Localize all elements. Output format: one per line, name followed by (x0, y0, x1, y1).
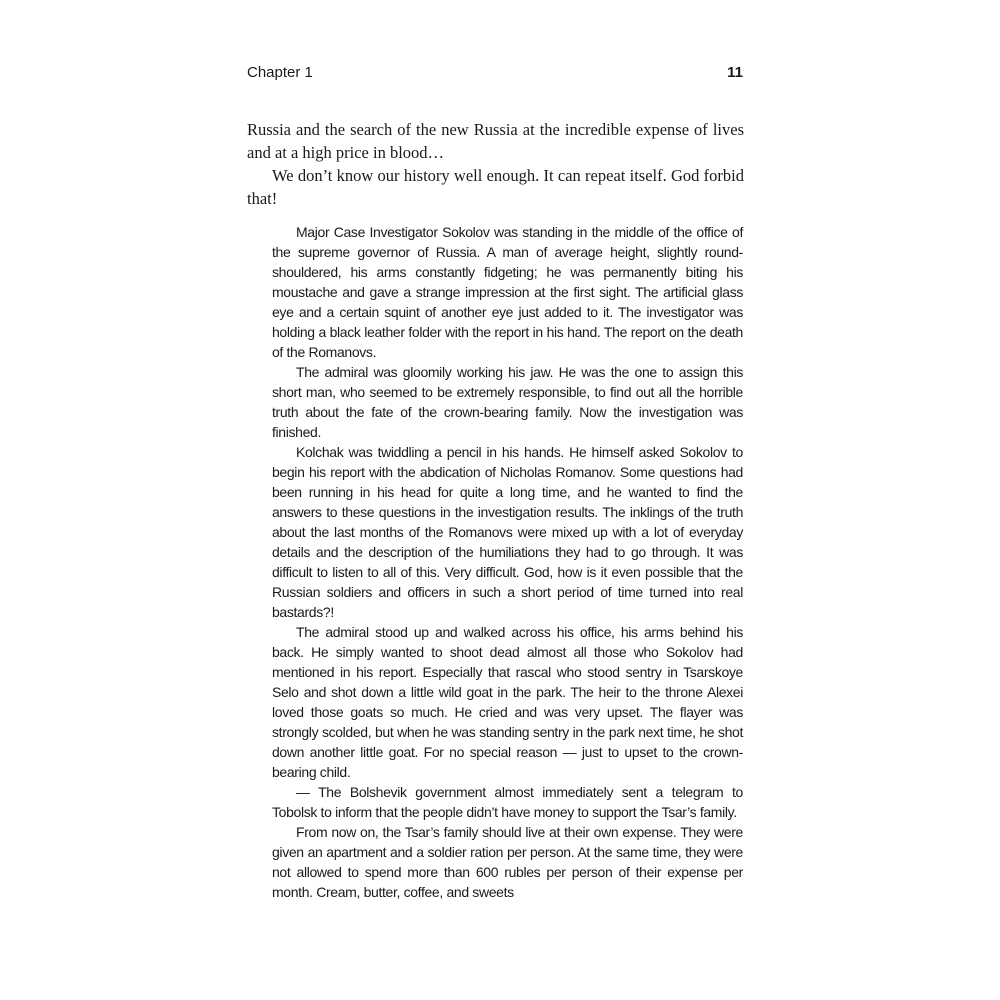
intro-text (247, 118, 744, 210)
body-paragraph: — The Bolshevik government almost immediately sent a telegram to Tobolsk to inform that the people didn’t have money to support the Tsar’s family. (272, 784, 743, 820)
page-number: 11 (727, 64, 743, 81)
body-paragraph: Kolchak was twiddling a pencil in his hands. He himself asked Sokolov to begin his report with the abdication of Nicholas Romanov. Some questions had been running in his head for quite a long time, and he wanted to find the answers to these questions in the investigation results. The inklings of the truth about the last months of the Romanovs were mixed up with a lot of everyday details and the description of the humiliations they had to go through. It was difficult to listen to all of this. Very difficult. God, how is it even possible that the Russian soldiers and officers in such a short period of time turned into real bastards?! (272, 444, 743, 620)
running-head: Chapter 1 (247, 64, 313, 81)
body-paragraph: Major Case Investigator Sokolov was standing in the middle of the office of the supreme governor of Russia. A man of average height, slightly round-shouldered, his arms constantly fidgeting; he was permanently biting his moustache and gave a strange impression at the first sight. The artificial glass eye and a certain squint of another eye just added to it. The investigator was holding a black leather folder with the report in his hand. The report on the death of the Romanovs. (272, 224, 743, 360)
intro-paragraph: We don’t know our history well enough. It can repeat itself. God forbid that! (247, 166, 744, 208)
body-text (272, 222, 743, 902)
intro-paragraph: Russia and the search of the new Russia at the incredible expense of lives and at a high price in blood… (247, 120, 744, 162)
body-paragraph: The admiral was gloomily working his jaw. He was the one to assign this short man, who seemed to be extremely responsible, to find out all the horrible truth about the fate of the crown-bearing family. Now the investigation was finished. (272, 364, 743, 440)
page-header (247, 64, 743, 86)
body-paragraph: The admiral stood up and walked across his office, his arms behind his back. He simply wanted to shoot dead almost all those who Sokolov had mentioned in his report. Especially that rascal who stood sentry in Tsarskoye Selo and shot down a little wild goat in the park. The heir to the throne Alexei loved those goats so much. He cried and was very upset. The flayer was strongly scolded, but when he was standing sentry in the park next time, he shot down another little goat. For no special reason — just to upset to the crown-bearing child. (272, 624, 743, 780)
body-paragraph: From now on, the Tsar’s family should live at their own expense. They were given an apartment and a soldier ration per person. At the same time, they were not allowed to spend more than 600 rubles per person of their expense per month. Cream, butter, coffee, and sweets (272, 824, 743, 900)
